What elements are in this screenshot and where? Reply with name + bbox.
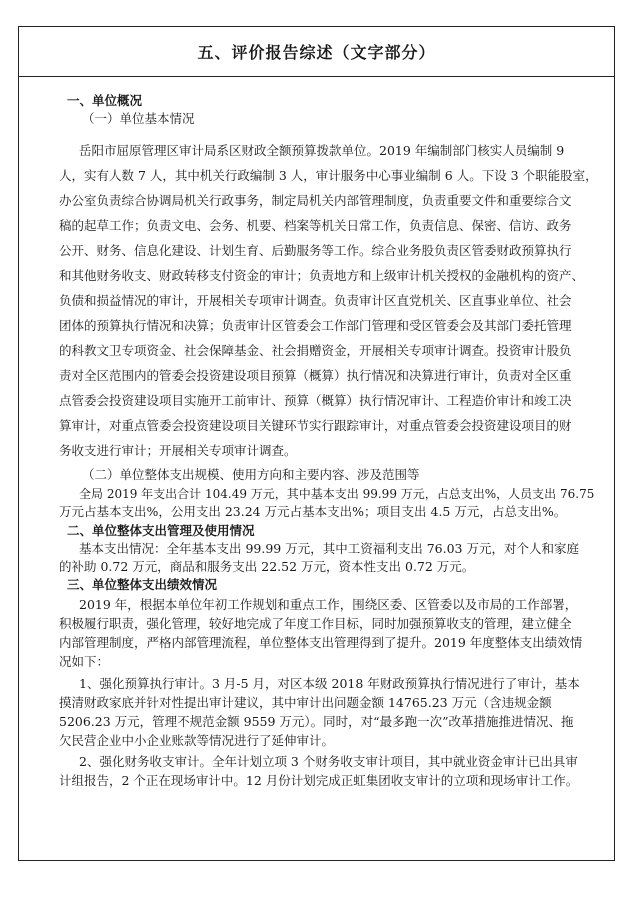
page-title: 五、评价报告综述（文字部分） — [197, 43, 436, 62]
paragraph-line: 的补助 0.72 万元，商品和服务支出 22.52 万元，资本性支出 0.72 万元。 — [59, 559, 475, 574]
paragraph-line: 况如下： — [59, 654, 110, 669]
report-frame — [18, 26, 615, 861]
paragraph-line: 稿的起草工作；负责文电、会务、机要、档案等机关日常工作，负责信息、保密、信访、政务 — [59, 218, 572, 233]
section-heading-2: 二、单位整体支出管理及使用情况 — [67, 523, 255, 538]
paragraph-line: 务收支进行审计；开展相关专项审计调查。 — [59, 443, 297, 458]
paragraph-line: 内部管理制度，严格内部管理流程，单位整体支出管理得到了提升。2019 年度整体支出绩效情 — [59, 635, 583, 650]
paragraph-line: 2019 年，根据本单位年初工作规划和重点工作，围绕区委、区管委以及市局的工作部署， — [79, 597, 578, 612]
list-item-line: 5206.23 万元，管理不规范金额 9559 万元）。同时，对“最多跑一次”改革措施推进情况、拖 — [59, 714, 574, 729]
section-heading-1: 一、单位概况 — [67, 93, 143, 108]
title-row — [19, 27, 614, 77]
list-item-line: 1、强化预算执行审计。3 月-5 月，对区本级 2018 年财政预算执行情况进行了审计，基本 — [79, 676, 580, 691]
paragraph-line: 岳阳市屈原管理区审计局系区财政全额预算拨款单位。2019 年编制部门核实人员编制 9 — [79, 143, 565, 158]
paragraph-line: 算审计，对重点管委会投资建设项目关键环节实行跟踪审计，对重点管委会投资建设项目的财 — [59, 418, 572, 433]
list-item-line: 摸清财政家底并针对性提出审计建议，其中审计出问题金额 14765.23 万元（含违规金额 — [59, 695, 552, 710]
paragraph-line: 积极履行职责，强化管理，较好地完成了年度工作目标，同时加强预算收支的管理，建立健全 — [59, 616, 572, 631]
paragraph-line: 的科教文卫专项资金、社会保障基金、社会捐赠资金，开展相关专项审计调查。投资审计股负 — [59, 343, 572, 358]
paragraph-line: 责对全区范围内的管委会投资建设项目预算（概算）执行情况和决算进行审计，负责对全区重 — [59, 368, 572, 383]
subsection-heading-1: （一）单位基本情况 — [82, 111, 195, 126]
paragraph-line: 万元占基本支出%，公用支出 23.24 万元占基本支出%；项目支出 4.5 万元，占总支出%。 — [59, 504, 567, 519]
paragraph-line: 人，实有人数 7 人，其中机关行政编制 3 人，审计服务中心事业编制 6 人。下设 3 个职能股室， — [59, 168, 598, 183]
paragraph-line: 全局 2019 年支出合计 104.49 万元，其中基本支出 99.99 万元，占总支出%，人员支出 76.75 — [79, 487, 595, 501]
paragraph-line: 基本支出情况：全年基本支出 99.99 万元，其中工资福利支出 76.03 万元，对个人和家庭 — [79, 541, 579, 556]
paragraph-line: 公开、财务、信息化建设、计划生育、后勤服务等工作。综合业务股负责区管委财政预算执行 — [59, 243, 572, 258]
list-item-line: 欠民营企业中小企业账款等情况进行了延伸审计。 — [59, 733, 335, 748]
paragraph-line: 团体的预算执行情况和决算；负责审计区管委会工作部门管理和受区管委会及其部门委托管理 — [59, 318, 572, 333]
paragraph-line: 办公室负责综合协调局机关行政事务，制定局机关内部管理制度，负责重要文件和重要综合文 — [59, 193, 572, 208]
paragraph-line: 负债和损益情况的审计，开展相关专项审计调查。负责审计区直党机关、区直事业单位、社会 — [59, 293, 572, 308]
section-heading-3: 三、单位整体支出绩效情况 — [67, 577, 218, 592]
subsection-heading-2: （二）单位整体支出规模、使用方向和主要内容、涉及范围等 — [82, 467, 420, 482]
list-item-line: 2、强化财务收支审计。全年计划立项 3 个财务收支审计项目，其中就业资金审计已出具审 — [79, 754, 578, 769]
list-item-line: 计组报告，2 个正在现场审计中。12 月份计划完成正虹集团收支审计的立项和现场审计工作。 — [59, 773, 579, 788]
paragraph-line: 点管委会投资建设项目实施开工前审计、预算（概算）执行情况审计、工程造价审计和竣工决 — [59, 393, 572, 408]
paragraph-line: 和其他财务收支、财政转移支付资金的审计；负责地方和上级审计机关授权的金融机构的资产、 — [59, 268, 585, 283]
